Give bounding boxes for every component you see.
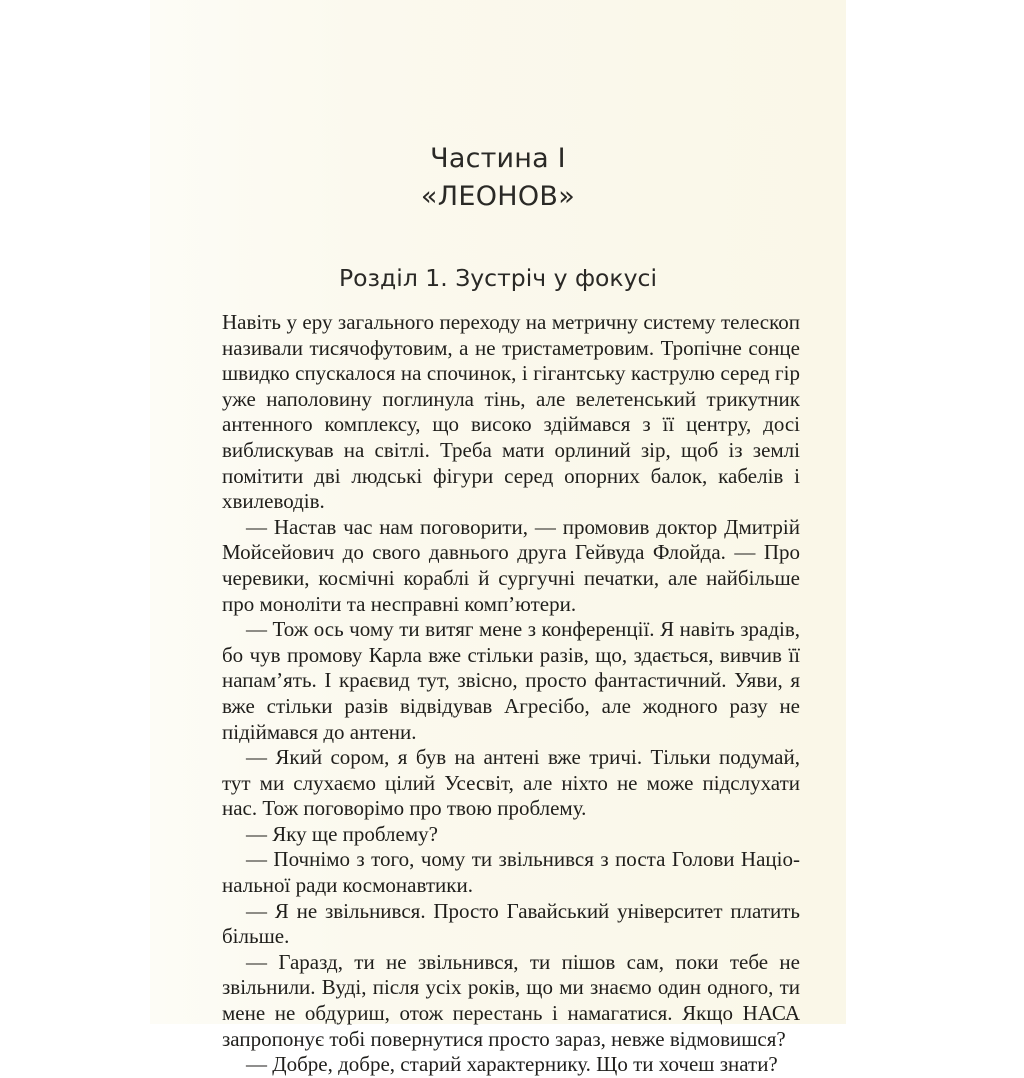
paragraph: — Почнімо з того, чому ти звільнився з поста Голови Національної ради космонавтики. [222, 847, 800, 898]
chapter-title: Розділ 1. Зустріч у фокусі [339, 264, 657, 292]
book-page [150, 0, 846, 1077]
part-name-heading: «ЛЕОНОВ» [420, 181, 576, 212]
body-text [222, 310, 800, 1078]
paragraph: — Яку ще проблему? [246, 821, 438, 846]
paragraph: — Тож ось чому ти витяг мене з конференції. Я навіть зрадів, бо чув промову Карла вже стільки разів, що, здається, вивчив її напам’ять. І краєвид тут, звісно, просто фантастичний. Уяви, я вже стільки разів відвідував Агресібо, але жодного разу не підіймався до антени. [222, 617, 800, 744]
paragraph: — Настав час нам поговорити, — промовив доктор Дмитрій Мойсейович до свого давнього друга Гейвуда Флойда. — Про черевики, космічні кораблі й сургучні печатки, але найбільше про моноліти та несправні комп’ютери. [222, 514, 800, 616]
paragraph: — Я не звільнився. Просто Гавайський університет платить більше. [222, 898, 800, 949]
paragraph: — Який сором, я був на антені вже тричі. Тільки подумай, тут ми слухаємо цілий Усесвіт, але ніхто не може підслухати нас. Тож поговорімо про твою проблему. [222, 745, 800, 821]
paragraph: — Добре, добре, старий характернику. Що ти хочеш знати? [246, 1052, 778, 1077]
part-number-heading: Частина I [430, 143, 566, 174]
paragraph: Навіть у еру загального переходу на метричну систему телескоп називали тисячофутовим, а не тристаметровим. Тропічне сонце швидко спускалося на спочинок, і гігантську каструлю серед гір уже наполовину поглинула тінь, але велетенський трикутник антенного комплексу, що високо здіймався з її центру, досі виблискував на світлі. Треба мати орлиний зір, щоб із землі помітити дві людські фігури серед опорних балок, кабелів і хвилеводів. [222, 310, 800, 514]
paragraph: — Гаразд, ти не звільнився, ти пішов сам, поки тебе не звільнили. Вуді, після усіх років, що ми знаємо один одного, ти мене не обдуриш, отож перестань і намагатися. Якщо НАСА запропонує тобі повернутися просто зараз, невже відмовишся? [222, 949, 800, 1051]
